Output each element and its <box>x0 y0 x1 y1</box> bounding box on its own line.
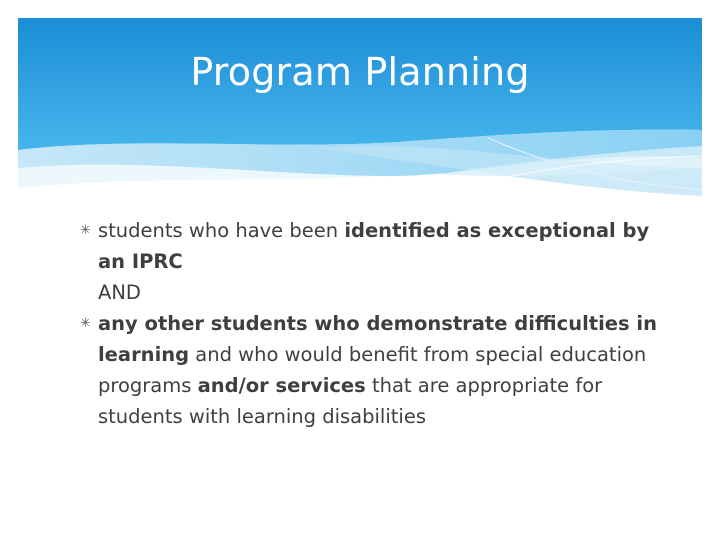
connector-text: AND <box>98 281 141 304</box>
bullet-item-other-students <box>80 308 680 432</box>
bullet-text <box>98 219 649 273</box>
bullet-item-identified <box>80 215 680 277</box>
slide-title: Program Planning <box>190 50 530 94</box>
asterisk-bullet-icon: ✳ <box>80 316 91 331</box>
text-run-bold: identified as exceptional by an IPRC <box>98 219 650 273</box>
text-run-bold: any other students who demonstrate difficulties in learning <box>98 312 657 366</box>
text-run-bold: and/or services <box>197 374 366 397</box>
text-run: students who have been <box>98 219 345 242</box>
banner-graphic <box>18 18 702 218</box>
text-run: that are appropriate for students with learning disabilities <box>98 374 603 428</box>
bullet-list <box>80 215 680 432</box>
asterisk-bullet-icon: ✳ <box>80 223 91 238</box>
text-run: and who would benefit from special education programs <box>98 343 647 397</box>
title-banner <box>18 18 702 218</box>
bullet-text <box>98 312 657 428</box>
